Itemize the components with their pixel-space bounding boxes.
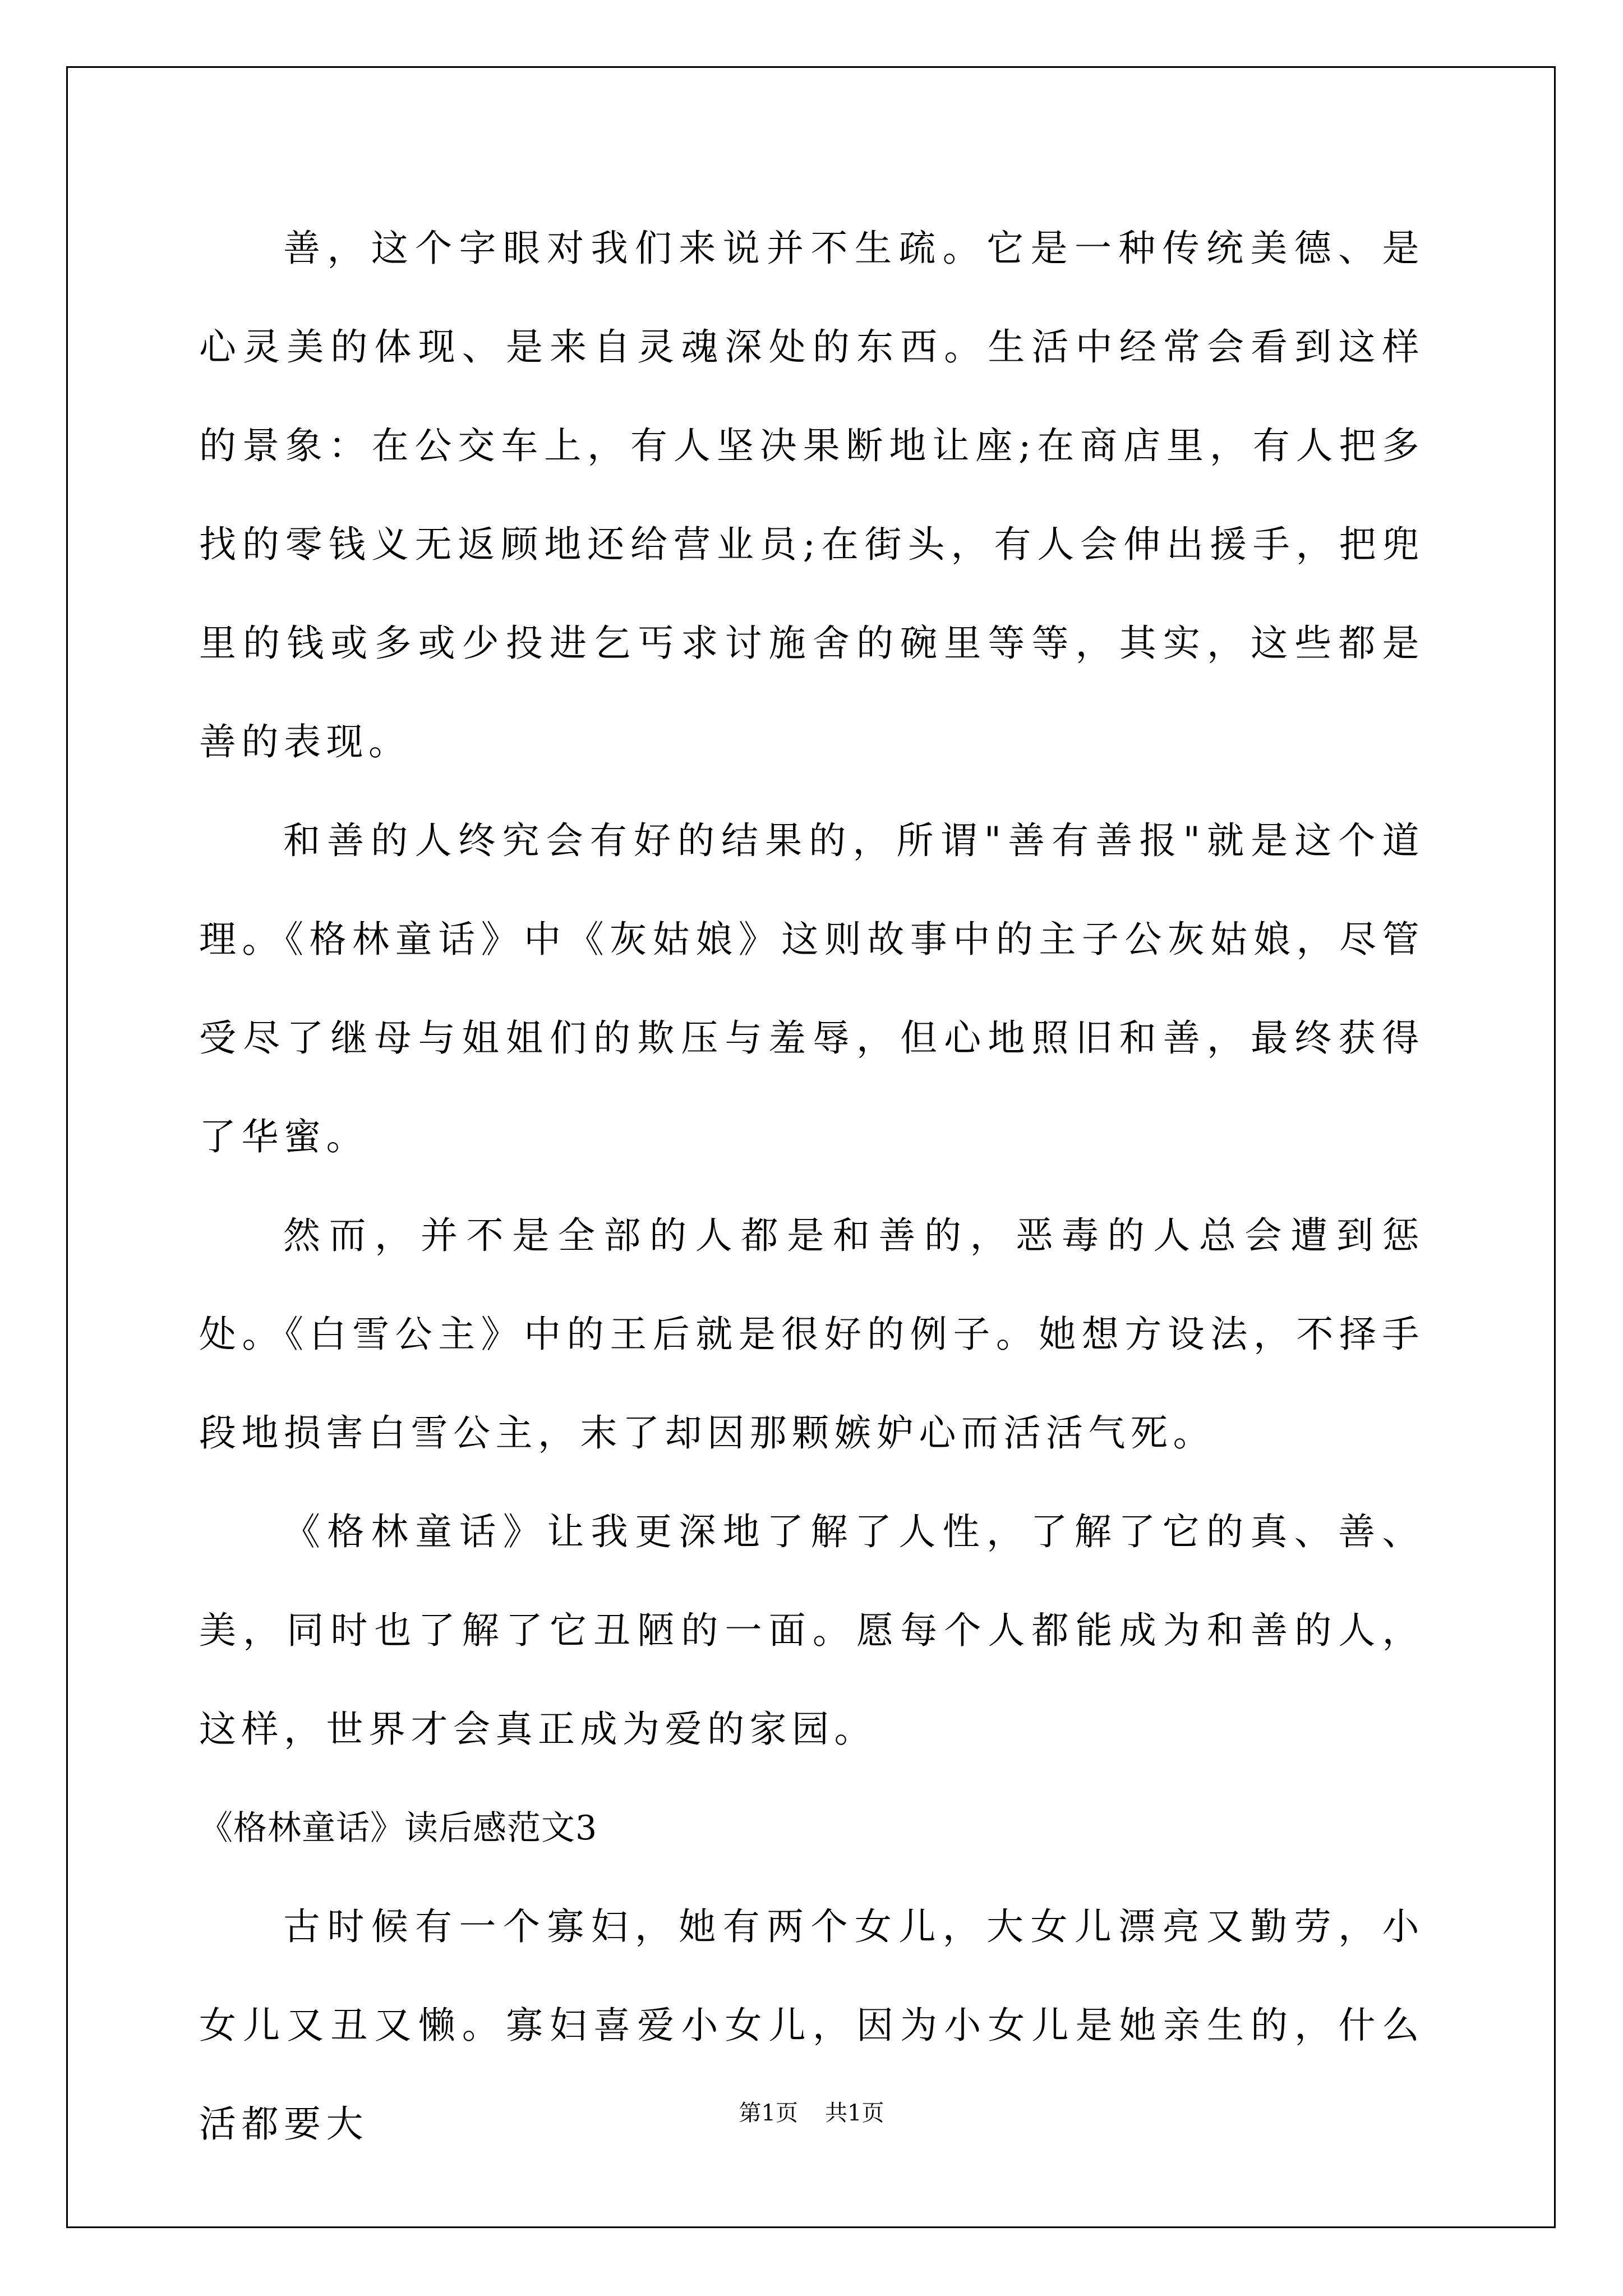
paragraph-widow-story: 古时候有一个寡妇，她有两个女儿，大女儿漂亮又勤劳，小女儿又丑又懒。寡妇喜爱小女儿，因为小女儿是她亲生的，什么活都要大 — [199, 1905, 1424, 2146]
page-total: 共1页 — [825, 2100, 884, 2126]
page-number: 第1页 — [739, 2100, 798, 2126]
paragraph-conclusion: 《格林童话》让我更深地了解了人性，了解了它的真、善、美，同时也了解了它丑陋的一面。愿每个人都能成为和善的人，这样，世界才会真正成为爱的家园。 — [199, 1510, 1424, 1751]
paragraph-snow-white: 然而，并不是全部的人都是和善的，恶毒的人总会遭到惩处。《白雪公主》中的王后就是很好的例子。她想方设法，不择手段地损害白雪公主，末了却因那颗嫉妒心而活活气死。 — [199, 1214, 1424, 1455]
page-footer — [0, 2096, 1623, 2130]
paragraph-kindness-intro: 善，这个字眼对我们来说并不生疏。它是一种传统美德、是心灵美的体现、是来自灵魂深处的东西。生活中经常会看到这样的景象：在公交车上，有人坚决果断地让座;在商店里，有人把多找的零钱义无返顾地还给营业员;在街头，有人会伸出援手，把兜里的钱或多或少投进乞丐求讨施舍的碗里等等，其实，这些都是善的表现。 — [199, 227, 1424, 763]
document-body — [199, 199, 1424, 2174]
section-heading: 《格林童话》读后感范文3 — [199, 1809, 598, 1848]
paragraph-cinderella: 和善的人终究会有好的结果的，所谓"善有善报"就是这个道理。《格林童话》中《灰姑娘》这则故事中的主子公灰姑娘，尽管受尽了继母与姐姐们的欺压与羞辱，但心地照旧和善，最终获得了华蜜。 — [199, 819, 1424, 1158]
